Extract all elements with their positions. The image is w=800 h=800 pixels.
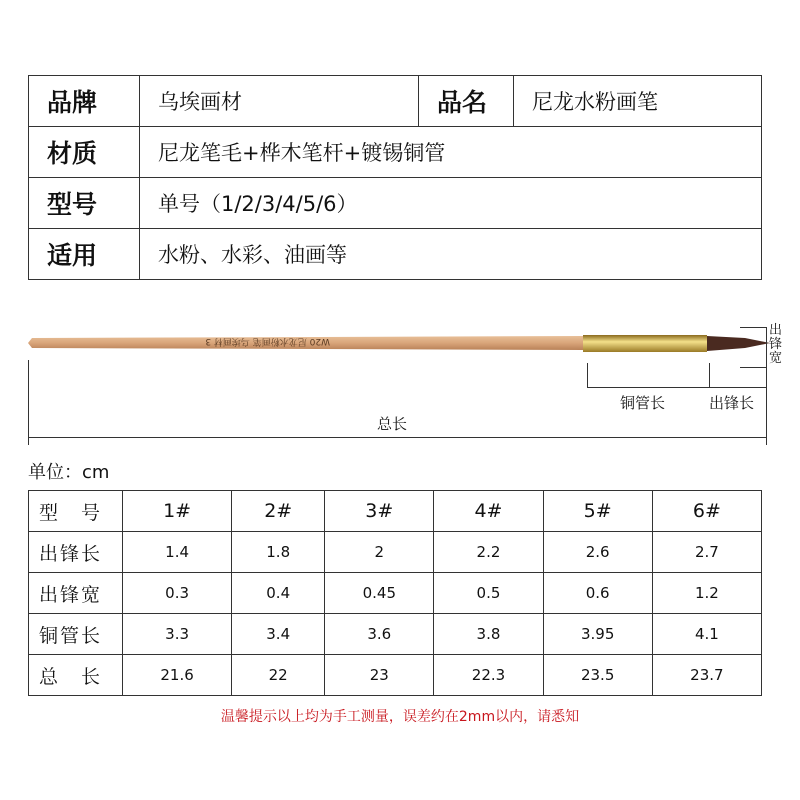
header-cell: 5# <box>543 491 652 532</box>
unit-label: 单位：cm <box>28 462 110 483</box>
total-length-label: 总长 <box>377 415 408 433</box>
row-label: 总 长 <box>29 655 123 696</box>
size-cell: 23 <box>325 655 434 696</box>
usage-key: 适用 <box>29 229 140 280</box>
tip-length-label: 出锋长 <box>709 394 755 412</box>
size-header-row <box>29 491 762 532</box>
row-label: 出锋宽 <box>29 573 123 614</box>
material-key: 材质 <box>29 127 140 178</box>
measurement-note: 温馨提示以上均为手工测量，误差约在2mm以内，请悉知 <box>220 709 580 725</box>
size-cell: 3.95 <box>543 614 652 655</box>
header-cell: 2# <box>232 491 325 532</box>
size-row <box>29 614 762 655</box>
size-cell: 22 <box>232 655 325 696</box>
spec-table <box>28 75 762 280</box>
size-cell: 3.4 <box>232 614 325 655</box>
size-cell: 22.3 <box>434 655 543 696</box>
size-cell: 2.7 <box>652 532 761 573</box>
size-cell: 0.45 <box>325 573 434 614</box>
size-cell: 0.5 <box>434 573 543 614</box>
model-key: 型号 <box>29 178 140 229</box>
spec-row-brand <box>29 76 762 127</box>
size-cell: 3.3 <box>123 614 232 655</box>
ferrule-length-label: 铜管长 <box>620 394 666 412</box>
spec-row-usage <box>29 229 762 280</box>
brush-ferrule <box>583 335 707 352</box>
product-name-key: 品名 <box>419 76 514 127</box>
brush-bristle <box>707 336 770 351</box>
size-cell: 2.6 <box>543 532 652 573</box>
material-value: 尼龙笔毛+桦木笔杆+镀锡铜管 <box>140 127 762 178</box>
size-cell: 3.8 <box>434 614 543 655</box>
size-cell: 1.4 <box>123 532 232 573</box>
size-cell: 0.4 <box>232 573 325 614</box>
product-name-value: 尼龙水粉画笔 <box>514 76 762 127</box>
size-cell: 23.5 <box>543 655 652 696</box>
size-cell: 23.7 <box>652 655 761 696</box>
size-cell: 2.2 <box>434 532 543 573</box>
spec-row-model <box>29 178 762 229</box>
size-cell: 3.6 <box>325 614 434 655</box>
brand-key: 品牌 <box>29 76 140 127</box>
size-cell: 21.6 <box>123 655 232 696</box>
size-cell: 4.1 <box>652 614 761 655</box>
brush-illustration <box>0 320 800 370</box>
brand-value: 乌埃画材 <box>140 76 419 127</box>
row-label: 铜管长 <box>29 614 123 655</box>
model-value: 单号（1/2/3/4/5/6） <box>140 178 762 229</box>
size-row <box>29 532 762 573</box>
row-label: 出锋长 <box>29 532 123 573</box>
size-cell: 1.2 <box>652 573 761 614</box>
size-row <box>29 655 762 696</box>
size-table <box>28 490 762 696</box>
size-cell: 0.6 <box>543 573 652 614</box>
size-cell: 0.3 <box>123 573 232 614</box>
usage-value: 水粉、水彩、油画等 <box>140 229 762 280</box>
handle-print: W20 尼龙水粉画笔 乌埃画材 3 <box>205 336 330 346</box>
tip-width-label: 出锋宽 <box>769 323 783 366</box>
size-cell: 2 <box>325 532 434 573</box>
header-cell: 4# <box>434 491 543 532</box>
size-row <box>29 573 762 614</box>
size-cell: 1.8 <box>232 532 325 573</box>
spec-row-material <box>29 127 762 178</box>
header-cell: 3# <box>325 491 434 532</box>
header-cell: 1# <box>123 491 232 532</box>
header-cell: 6# <box>652 491 761 532</box>
header-model: 型 号 <box>29 491 123 532</box>
